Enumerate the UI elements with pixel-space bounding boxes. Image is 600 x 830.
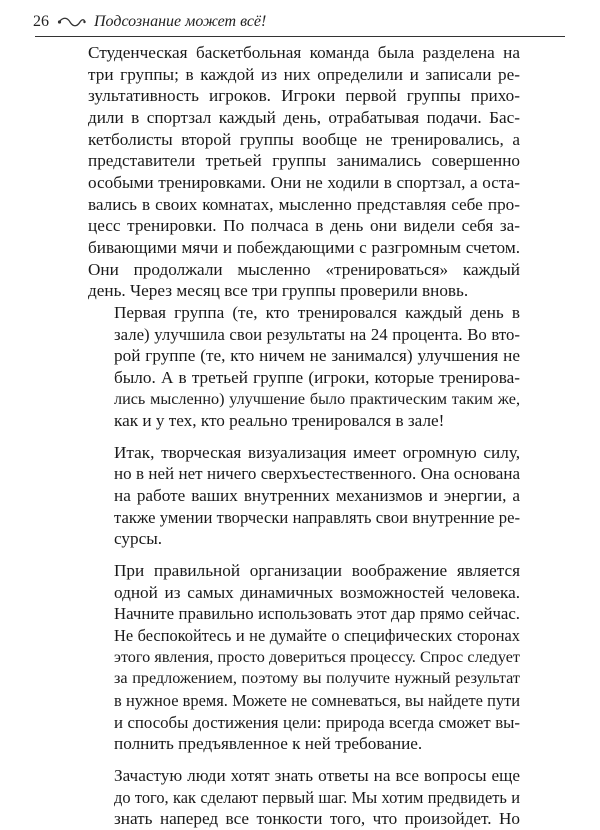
text-line: зультативность игроков. Игроки первой группы прихо-: [88, 86, 520, 106]
text-line: сурсы.: [114, 529, 163, 549]
body-text: [88, 42, 520, 830]
text-line: этого явления, просто довериться процессу. Спрос следует: [114, 647, 520, 666]
text-line: зале) улучшила свои результаты на 24 процента. Во вто-: [114, 324, 520, 344]
text-line: как и у тех, кто реально тренировался в зале!: [114, 411, 445, 431]
paragraph: [88, 560, 520, 755]
text-line: и способы достижения цели: природа всегда сможет вы-: [114, 712, 520, 732]
text-line: до того, как сделают первый шаг. Мы хотим предвидеть и: [114, 787, 520, 807]
text-line: три группы; в каждой из них определили и записали ре-: [88, 64, 520, 84]
text-line: лись мысленно) улучшение было практическим таким же,: [114, 389, 520, 408]
text-line: кетболисты второй группы вообще не тренировались, а: [88, 129, 520, 149]
text-line: Студенческая баскетбольная команда была разделена на: [88, 43, 520, 62]
running-header: [33, 10, 565, 34]
text-line: день. Через месяц все три группы проверили вновь.: [88, 281, 469, 301]
text-line: цесс тренировки. По полчаса в день они видели себя за-: [88, 216, 520, 236]
paragraph: [88, 42, 520, 302]
text-line: рой группе (те, кто ничем не занимался) улучшения не: [114, 346, 520, 366]
text-line: При правильной организации воображение является: [114, 561, 520, 581]
text-line: за предложением, поэтому вы получите нужный результат: [114, 669, 520, 688]
page-number: 26: [33, 13, 49, 30]
text-line: Они продолжали мысленно «тренироваться» каждый: [88, 259, 520, 279]
paragraph: [88, 765, 520, 830]
text-line: было. А в третьей группе (игроки, которые тренирова-: [114, 367, 520, 387]
text-line: вались в своих комнатах, мысленно представляя себе про-: [88, 194, 520, 214]
paragraph: [88, 442, 520, 550]
text-line: Зачастую люди хотят знать ответы на все вопросы еще: [114, 766, 520, 785]
header-rule: [35, 36, 565, 37]
running-title: Подсознание может всё!: [94, 13, 267, 30]
text-line: в нужное время. Можете не сомневаться, вы найдете пути: [114, 691, 520, 711]
text-line: полнить предъявленное к ней требование.: [114, 734, 423, 754]
text-line: также умении творчески направлять свои внутренние ре-: [114, 507, 520, 527]
text-line: бивающими мячи и побеждающими с разгромным счетом.: [88, 237, 520, 257]
text-line: Не беспокойтесь и не думайте о специфических сторонах: [114, 626, 520, 646]
text-line: знать наперед все тонкости того, что произойдет. Но: [114, 809, 520, 829]
text-line: одной из самых динамичных возможностей человека.: [114, 582, 520, 602]
flourish-icon: [57, 16, 87, 28]
text-line: особыми тренировками. Они не ходили в спортзал, а оста-: [88, 172, 520, 192]
text-line: Первая группа (те, кто тренировался каждый день в: [114, 302, 520, 322]
text-line: Начните правильно использовать этот дар прямо сейчас.: [114, 604, 520, 624]
paragraph: [88, 302, 520, 432]
text-line: представители третьей группы занимались совершенно: [88, 151, 520, 171]
text-line: но в ней нет ничего сверхъестественного. Она основана: [114, 464, 520, 484]
text-line: Итак, творческая визуализация имеет огромную силу,: [114, 442, 520, 462]
text-line: на работе ваших внутренних механизмов и энергии, а: [114, 486, 520, 506]
text-line: дили в спортзал каждый день, отрабатывая подачи. Бас-: [88, 107, 520, 127]
